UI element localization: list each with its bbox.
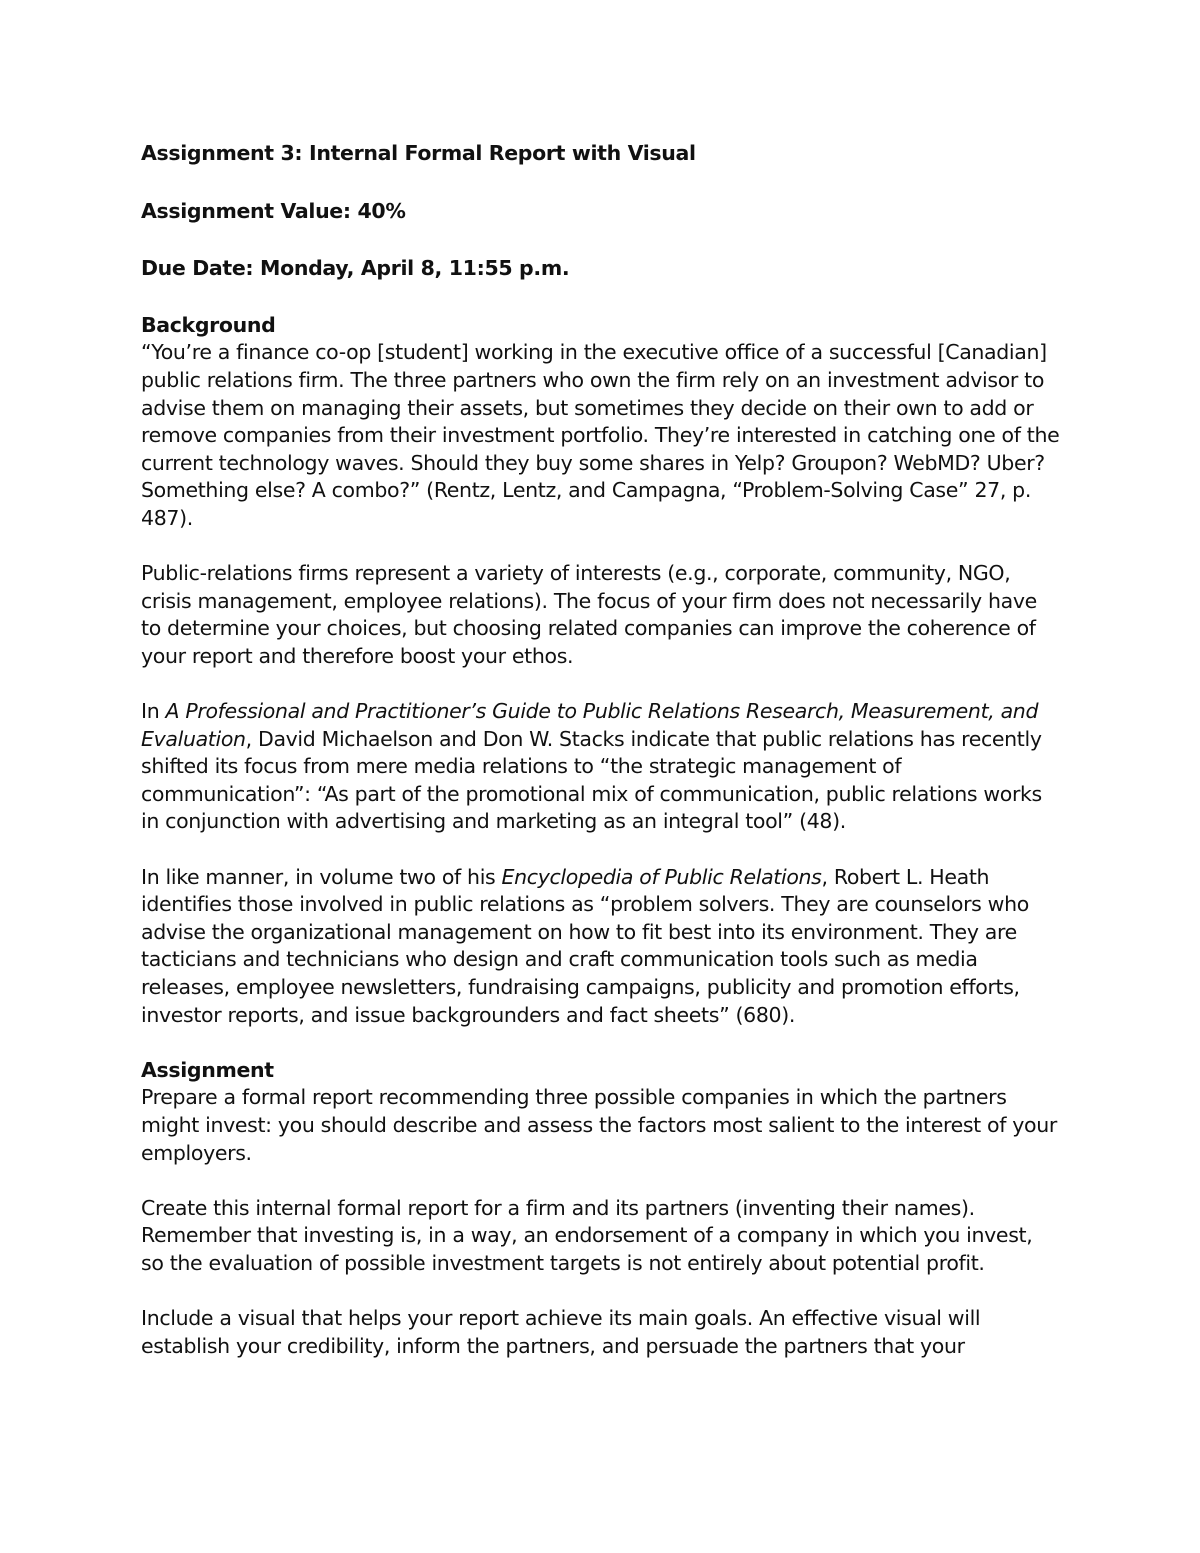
paragraph-3-intro: In <box>141 699 166 724</box>
document-page <box>141 140 1061 1388</box>
assignment-paragraph-1: Prepare a formal report recommending three possible companies in which the partners might invest: you should describe and assess the factors most salient to the interest of your employers. <box>141 1085 1057 1165</box>
assignment-paragraph-3: Include a visual that helps your report achieve its main goals. An effective visual will establish your credibility, inform the partners, and persuade the partners that your <box>141 1306 981 1358</box>
document-title: Assignment 3: Internal Formal Report with Visual <box>141 141 696 165</box>
assignment-value: Assignment Value: 40% <box>141 198 406 223</box>
background-paragraph-3 <box>141 698 1061 836</box>
assignment-paragraph-2: Create this internal formal report for a firm and its partners (inventing their names). Remember that investing is, in a way, an endorsement of a company in which you invest, so the evaluation of possible investment targets is not entirely about potential profit. <box>141 1195 1033 1275</box>
paragraph-4-intro: In like manner, in volume two of his <box>141 864 502 889</box>
background-heading: Background <box>141 312 276 337</box>
background-quote: “You’re a finance co-op [student] working in the executive office of a successful [Canadian] public relations firm. The three partners who own the firm rely on an investment advisor to advise them on managing their assets, but sometimes they decide on their own to add or remove companies from their investment portfolio. They’re interested in catching one of the current technology waves. Should they buy some shares in Yelp? Groupon? WebMD? Uber? Something else? A combo?” (Rentz, Lentz, and Campagna, “Problem-Solving Case” 27, p. 487). <box>141 340 1060 530</box>
assignment-heading: Assignment <box>141 1057 274 1082</box>
paragraph-4-body: , Robert L. Heath identifies those involved in public relations as “problem solvers. They are counselors who advise the organizational management on how to fit best into its environment. They are tacticians and technicians who design and craft communication tools such as media releases, employee newsletters, fundraising campaigns, publicity and promotion efforts, investor reports, and issue backgrounders and fact sheets” (680). <box>141 864 1029 1027</box>
due-date: Due Date: Monday, April 8, 11:55 p.m. <box>141 256 570 281</box>
book-title-guide: A Professional and Practitioner’s Guide to Public Relations Research, Measurement, and Evaluation <box>141 699 1039 751</box>
paragraph-3-body: , David Michaelson and Don W. Stacks indicate that public relations has recently shifted its focus from mere media relations to “the strategic management of communication”: “As part of the promotional mix of communication, public relations works in conjunction with advertising and marketing as an integral tool” (48). <box>141 726 1042 834</box>
background-paragraph-4 <box>141 864 1061 1030</box>
book-title-encyclopedia: Encyclopedia of Public Relations <box>501 864 822 889</box>
background-paragraph-2: Public-relations firms represent a variety of interests (e.g., corporate, community, NGO, crisis management, employee relations). The focus of your firm does not necessarily have to determine your choices, but choosing related companies can improve the coherence of your report and therefore boost your ethos. <box>141 561 1037 668</box>
